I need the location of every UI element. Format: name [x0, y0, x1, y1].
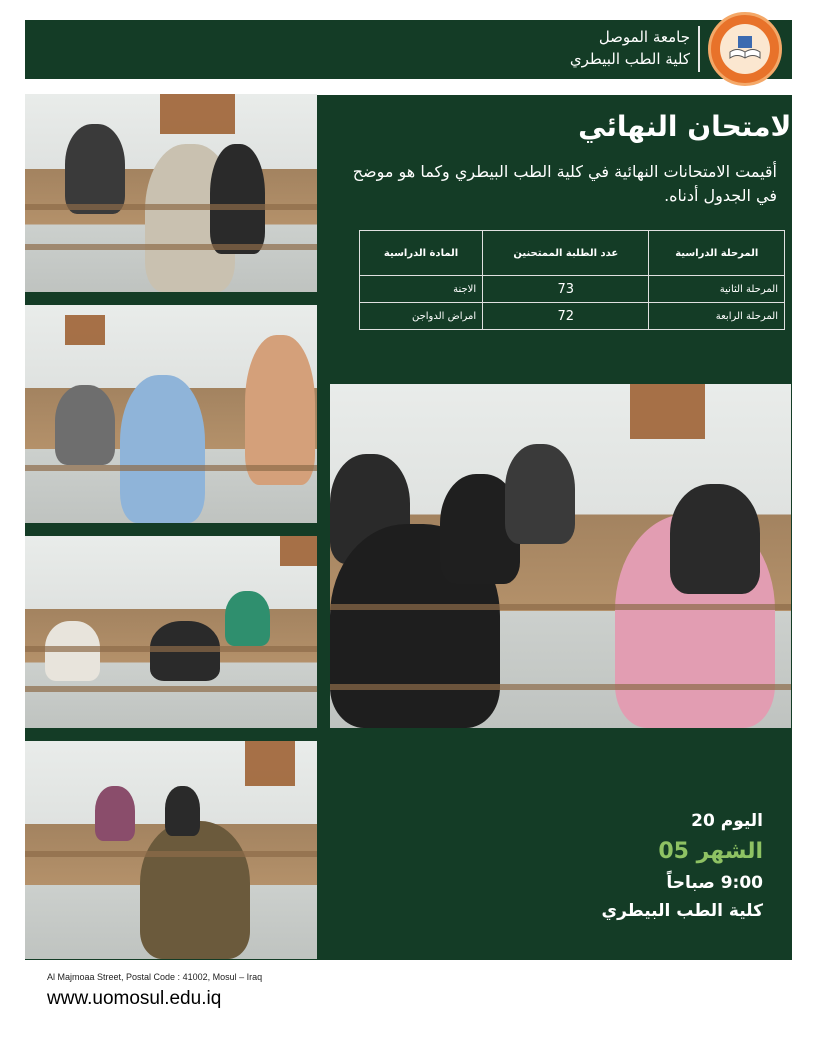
exam-month: الشهر 05: [658, 839, 763, 864]
table-row: [360, 303, 785, 330]
header-bar: [25, 20, 792, 79]
column-header-stage: المرحلة الدراسية: [649, 231, 785, 276]
exam-info-block: [602, 808, 763, 925]
exam-hall-photo-main: [330, 384, 791, 728]
column-header-subject: المادة الدراسية: [360, 231, 483, 276]
footer-address: Al Majmoaa Street, Postal Code : 41002, Mosul – Iraq: [47, 972, 263, 982]
table-cell-stage: المرحلة الثانية: [649, 276, 785, 303]
exam-table: [359, 230, 785, 330]
seal-inner: [720, 24, 770, 74]
table-header-row: [360, 231, 785, 276]
exam-time: 9:00 صباحاً: [666, 873, 763, 893]
book-icon: [728, 34, 762, 64]
exam-hall-photo-2: [25, 305, 317, 523]
university-name-block: [570, 26, 690, 70]
exam-hall-photo-1: [25, 94, 317, 292]
exam-hall-photo-4: [25, 741, 317, 959]
table-cell-subject: امراض الدواجن: [360, 303, 483, 330]
exam-hall-photo-3: [25, 536, 317, 728]
header-divider: [698, 26, 700, 72]
intro-paragraph: أقيمت الامتحانات النهائية في كلية الطب البيطري وكما هو موضح في الجدول أدناه.: [352, 162, 777, 205]
university-name: جامعة الموصل: [598, 28, 690, 46]
footer-website-link[interactable]: www.uomosul.edu.iq: [47, 988, 222, 1009]
exam-place: كلية الطب البيطري: [601, 901, 763, 921]
table-row: [360, 276, 785, 303]
college-name: كلية الطب البيطري: [569, 50, 690, 68]
table-cell-subject: الاجنة: [360, 276, 483, 303]
table-cell-stage: المرحلة الرابعة: [649, 303, 785, 330]
exam-day: اليوم 20: [691, 811, 763, 831]
table-cell-count: 73: [483, 276, 649, 303]
page-title: الامتحان النهائي: [578, 110, 801, 143]
column-header-count: عدد الطلبة الممتحنين: [483, 231, 649, 276]
university-seal-icon: [708, 12, 782, 86]
table-cell-count: 72: [483, 303, 649, 330]
